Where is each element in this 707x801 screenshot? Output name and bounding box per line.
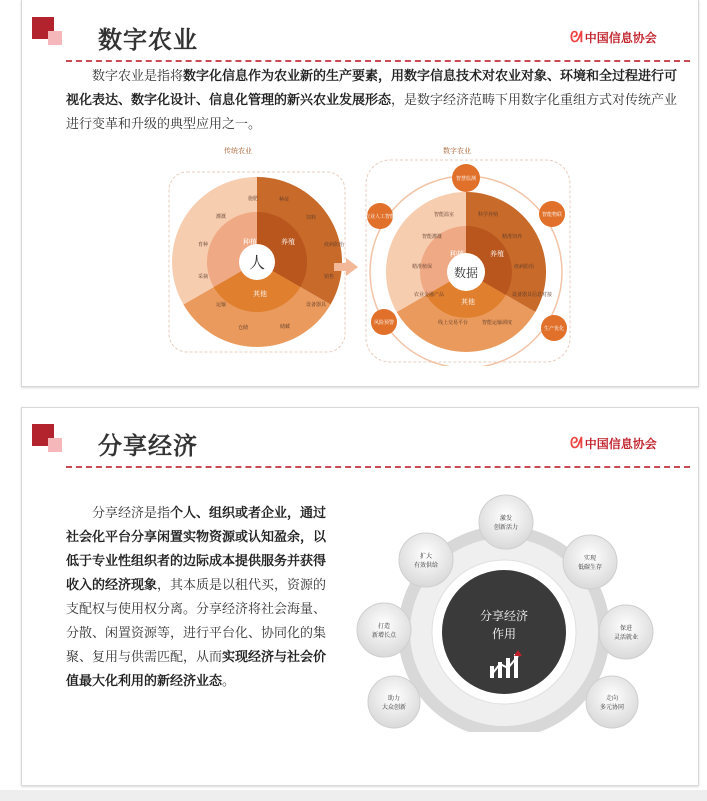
right-q-planting: 种植 (450, 250, 464, 258)
svg-text:科学养殖: 科学养殖 (478, 212, 499, 218)
svg-text:农业人工智能: 农业人工智能 (364, 214, 396, 220)
title-mark-light (48, 31, 62, 45)
svg-text:智能灌溉: 智能灌溉 (422, 234, 443, 240)
svg-text:创新活力: 创新活力 (493, 524, 519, 531)
svg-text:线上交易平台: 线上交易平台 (438, 320, 469, 326)
svg-text:低碳生存: 低碳生存 (577, 564, 603, 571)
left-center-text: 人 (248, 253, 266, 272)
svg-text:仓储: 仓储 (238, 325, 249, 331)
svg-text:储藏: 储藏 (280, 324, 291, 330)
para-tail: 。 (222, 674, 236, 689)
svg-text:大众创新: 大众创新 (381, 704, 407, 711)
svg-text:灵活就业: 灵活就业 (613, 634, 639, 641)
svg-text:打造: 打造 (377, 623, 391, 630)
para-bold-2: 实现经济与社会价值最大化利用的新经济业态 (66, 650, 327, 689)
para-lead: 分享经济是指 (92, 506, 171, 521)
gear-node-innovation (479, 495, 533, 549)
gear-node-supply (399, 533, 453, 587)
right-center-text: 数据 (453, 266, 479, 280)
svg-text:保进: 保进 (619, 625, 633, 632)
svg-text:扩大: 扩大 (419, 553, 433, 560)
svg-text:施肥: 施肥 (248, 196, 259, 202)
center-title-2: 作用 (491, 627, 517, 641)
left-diagram-caption: 传统农业 (224, 147, 252, 155)
svg-text:走向: 走向 (605, 695, 619, 702)
gear-node-public-innovation (368, 676, 420, 728)
svg-text:运输: 运输 (216, 302, 227, 308)
slide-title: 数字农业 (98, 26, 198, 54)
svg-text:生产优化: 生产优化 (543, 326, 565, 332)
svg-text:新增长点: 新增长点 (371, 632, 397, 639)
slide-title: 分享经济 (98, 432, 198, 460)
gear-node-collab (586, 676, 638, 728)
svg-text:疫病防治: 疫病防治 (514, 264, 535, 270)
para-bold: 数字化信息作为农业新的生产要素，用数字信息技术对农业对象、环境和全过程进行可视化表达、数字化设计、信息化管理的新兴农业发展形态 (66, 69, 678, 108)
left-q-other: 其他 (253, 290, 267, 298)
gear-node-employment (599, 605, 653, 659)
center-title-1: 分享经济 (479, 609, 529, 623)
svg-text:育种: 育种 (198, 242, 209, 248)
logo (570, 28, 657, 46)
logo-text: 中国信息协会 (584, 31, 657, 45)
para-bold-1: 个人、组织或者企业，通过社会化平台分享闲置实物资源或认知盈余，以低于专业性组织者的边际成本提供服务并获得收入的经济现象 (66, 506, 327, 593)
bottom-strip (0, 790, 707, 801)
left-q-breeding: 养殖 (281, 238, 295, 246)
para-mid: ，其本质是以租代买，资源的支配权与使用权分离。分享经济将社会海量、分散、闲置资源等，进行平台化、协同化的集聚、复用与供需匹配，从而 (66, 578, 327, 665)
svg-text:疫病防治: 疫病防治 (324, 242, 345, 248)
intro-paragraph (66, 502, 328, 694)
intro-paragraph (66, 65, 686, 137)
logo (570, 434, 657, 452)
arrow-right-icon (332, 256, 360, 278)
logo-text: 中国信息协会 (584, 437, 657, 451)
svg-text:种苗: 种苗 (279, 197, 290, 203)
right-q-breeding: 养殖 (490, 250, 504, 258)
svg-text:助力: 助力 (387, 695, 401, 702)
sharing-economy-gear-diagram (336, 492, 676, 732)
svg-text:销售: 销售 (324, 274, 335, 280)
svg-text:智能温室: 智能温室 (434, 212, 455, 218)
svg-text:智能物联: 智能物联 (541, 212, 563, 218)
flame-icon: ᘛ (570, 434, 583, 452)
slide-digital-agriculture (21, 0, 699, 387)
right-diagram-caption: 数字农业 (443, 147, 471, 155)
para-lead: 数字农业是指将 (92, 69, 184, 84)
gear-node-lowcarbon (563, 535, 617, 589)
svg-text:智能运输调度: 智能运输调度 (482, 320, 513, 326)
gear-node-growth (357, 603, 411, 657)
svg-text:精准饲养: 精准饲养 (502, 234, 523, 240)
slide-sharing-economy (21, 407, 699, 786)
left-q-planting: 种植 (243, 238, 257, 246)
svg-text:多元协同: 多元协同 (599, 704, 625, 711)
svg-text:精准植保: 精准植保 (412, 264, 433, 270)
right-q-other: 其他 (461, 298, 475, 306)
divider (66, 60, 690, 62)
svg-text:风险预警: 风险预警 (373, 320, 395, 326)
flame-icon: ᘛ (570, 28, 583, 46)
svg-text:智慧监测: 智慧监测 (455, 176, 477, 182)
svg-text:激发: 激发 (499, 515, 513, 522)
divider (66, 466, 690, 468)
svg-text:设备器具信息对接: 设备器具信息对接 (512, 292, 553, 298)
title-mark-light (48, 438, 62, 452)
svg-text:灌溉: 灌溉 (216, 214, 227, 220)
svg-text:农业金融产品: 农业金融产品 (414, 292, 445, 298)
svg-text:实现: 实现 (583, 555, 597, 562)
svg-text:采摘: 采摘 (198, 274, 209, 280)
svg-text:饲料: 饲料 (306, 215, 317, 221)
svg-text:有效供给: 有效供给 (413, 562, 439, 569)
para-tail: ，是数字经济范畴下用数字化重组方式对传统产业进行变革和升级的典型应用之一。 (66, 93, 678, 132)
traditional-agriculture-diagram (168, 156, 346, 356)
svg-text:设备器具: 设备器具 (306, 302, 327, 308)
digital-agriculture-diagram (362, 156, 582, 366)
